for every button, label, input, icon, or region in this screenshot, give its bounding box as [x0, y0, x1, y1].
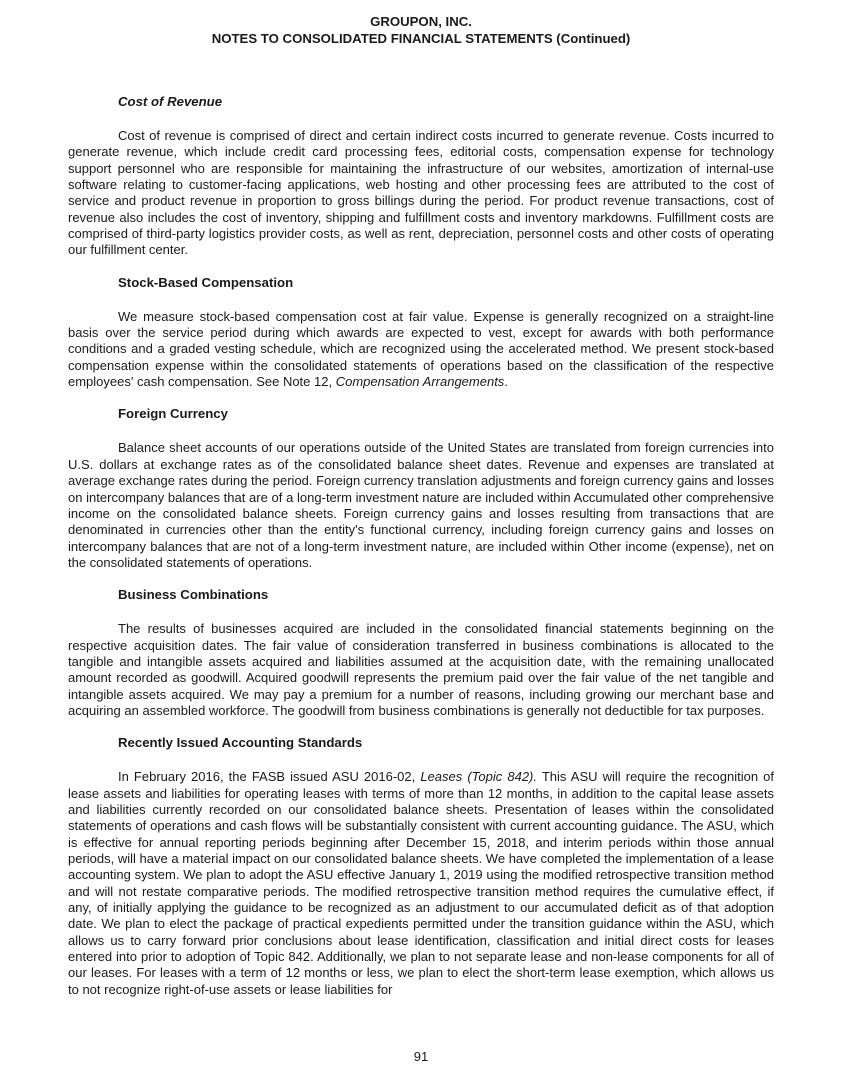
paragraph-stock-based-compensation [68, 309, 774, 391]
document-subtitle: NOTES TO CONSOLIDATED FINANCIAL STATEMENTS (Continued) [211, 31, 631, 46]
paragraph-recently-issued-standards [68, 769, 774, 998]
paragraph-business-combinations: The results of businesses acquired are included in the consolidated financial statements beginning on the respective acquisition dates. The fair value of consideration transferred in business combinations is allocated to the tangible and intangible assets acquired and liabilities assumed at the acquisition date, with the remaining unallocated amount recorded as goodwill. Acquired goodwill represents the premium paid over the fair value of the net tangible and intangible assets acquired. We may pay a premium for a number of reasons, including growing our merchant base and acquiring an assembled workforce. The goodwill from business combinations is generally not deductible for tax purposes. [68, 621, 774, 718]
paragraph-text: In February 2016, the FASB issued ASU 2016-02, [118, 769, 421, 785]
page-number: 91 [413, 1049, 429, 1064]
section-heading-cost-of-revenue: Cost of Revenue [118, 94, 223, 109]
section-heading-recently-issued-standards: Recently Issued Accounting Standards [118, 735, 363, 751]
document-body [68, 94, 774, 1014]
note-reference-italic: Compensation Arrangements [335, 374, 505, 390]
paragraph-foreign-currency: Balance sheet accounts of our operations outside of the United States are translated from foreign currencies into U.S. dollars at exchange rates as of the consolidated balance sheet dates. Revenue and expenses are translated at average exchange rates during the period. Foreign currency translation adjustments and foreign currency gains and losses on intercompany balances that are of a long-term investment nature are included within Accumulated other comprehensive income on the consolidated balance sheets. Foreign currency gains and losses resulting from transactions that are denominated in currencies other than the entity's functional currency, including foreign currency gains and losses on intercompany balances that are not of a long-term investment nature, are included within Other income (expense), net on the consolidated statements of operations. [68, 440, 774, 570]
page-header [0, 13, 842, 47]
company-name: GROUPON, INC. [370, 14, 472, 29]
paragraph-text: . [504, 374, 508, 390]
section-heading-business-combinations: Business Combinations [118, 587, 269, 603]
paragraph-text: We measure stock-based compensation cost at fair value. Expense is generally recognized on a straight-line basis over the service period during which awards are expected to vest, except for awards with both performance conditions and a graded vesting schedule, which are recognized using the accelerated method. We present stock-based compensation expense within the consolidated statements of operations based on the classification of the respective employees' cash compensation. See Note 12, [68, 308, 774, 390]
section-heading-foreign-currency: Foreign Currency [118, 406, 228, 422]
section-heading-stock-based-compensation: Stock-Based Compensation [118, 274, 294, 290]
paragraph-cost-of-revenue: Cost of revenue is comprised of direct and certain indirect costs incurred to generate revenue. Costs incurred to generate revenue, which include credit card processing fees, editorial costs, compensation expense for technology support personnel who are responsible for maintaining the infrastructure of our websites, amortization of internal-use software relating to customer-facing applications, web hosting and other processing fees are attributed to the cost of service and product revenue in proportion to gross billings during the period. For product revenue transactions, cost of revenue also includes the cost of inventory, shipping and fulfillment costs and inventory markdowns. Fulfillment costs are comprised of third-party logistics provider costs, as well as rent, depreciation, personnel costs and other costs of operating our fulfillment center. [68, 128, 774, 258]
paragraph-text: This ASU will require the recognition of lease assets and liabilities for operating leases with terms of more than 12 months, in addition to the capital lease assets and liabilities currently recorded on our consolidated balance sheets. Presentation of leases within the consolidated statements of operations and cash flows will be substantially consistent with current accounting guidance. The ASU, which is effective for annual reporting periods beginning after December 15, 2018, and interim periods within those annual periods, will have a material impact on our consolidated balance sheets. We have completed the implementation of a lease accounting system. We plan to adopt the ASU effective January 1, 2019 using the modified retrospective transition method and will not restate comparative periods. The modified retrospective transition method requires the cumulative effect, if any, of initially applying the guidance to be recognized as an adjustment to our accumulated deficit as of that adoption date. We plan to elect the package of practical expedients permitted under the transition guidance within the ASU, which allows us to carry forward prior conclusions about lease identification, classification and initial direct costs for leases entered into prior to adoption of Topic 842. Additionally, we plan to not separate lease and non-lease components for all of our leases. For leases with a term of 12 months or less, we plan to elect the short-term lease exemption, which allows us to not recognize right-of-use assets or lease liabilities for [68, 769, 774, 997]
standard-title-italic: Leases (Topic 842). [420, 769, 537, 785]
